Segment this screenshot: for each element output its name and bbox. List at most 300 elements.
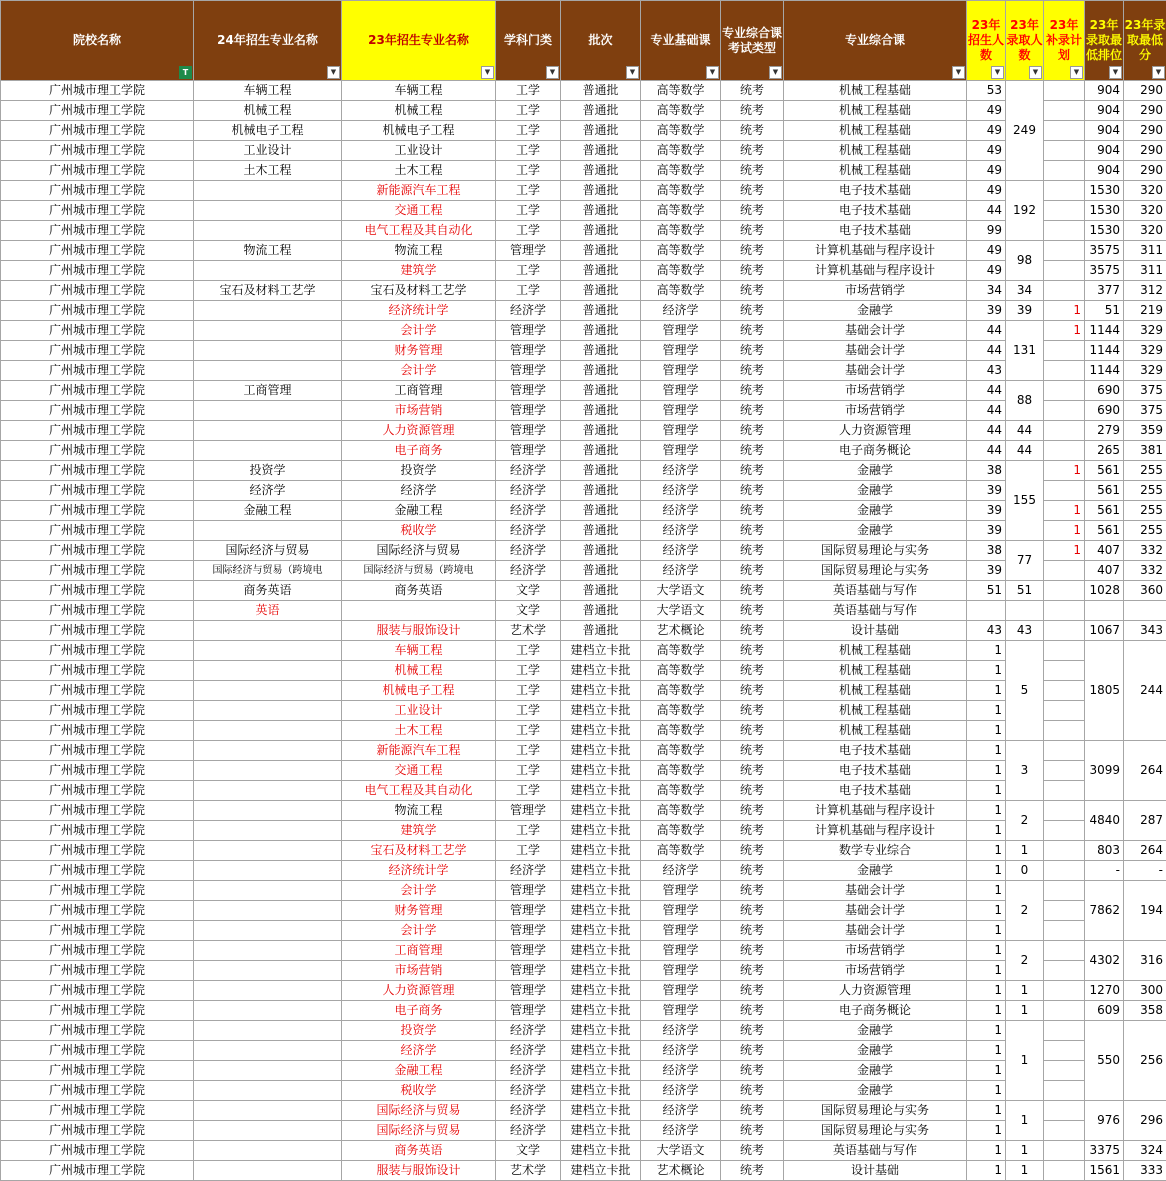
cell-plan[interactable]: 1 <box>967 781 1006 801</box>
cell-plan[interactable]: 44 <box>967 441 1006 461</box>
cell-comp-course[interactable]: 电子技术基础 <box>784 221 967 241</box>
cell-min-rank[interactable]: 690 <box>1085 401 1124 421</box>
cell-batch[interactable]: 建档立卡批 <box>561 701 641 721</box>
cell-plan[interactable]: 38 <box>967 541 1006 561</box>
cell-base-course[interactable]: 大学语文 <box>641 581 721 601</box>
cell-min-rank[interactable]: 904 <box>1085 121 1124 141</box>
cell-discipline[interactable]: 工学 <box>496 201 561 221</box>
cell-comp-course[interactable]: 市场营销学 <box>784 281 967 301</box>
cell-major-23[interactable]: 新能源汽车工程 <box>342 181 496 201</box>
cell-supplement[interactable] <box>1044 841 1085 861</box>
cell-base-course[interactable]: 高等数学 <box>641 241 721 261</box>
cell-major-23[interactable]: 建筑学 <box>342 821 496 841</box>
cell-exam-type[interactable]: 统考 <box>721 1041 784 1061</box>
cell-plan[interactable]: 44 <box>967 201 1006 221</box>
cell-discipline[interactable]: 管理学 <box>496 941 561 961</box>
cell-exam-type[interactable]: 统考 <box>721 881 784 901</box>
cell-major-24[interactable] <box>194 681 342 701</box>
cell-base-course[interactable]: 经济学 <box>641 1121 721 1141</box>
cell-exam-type[interactable]: 统考 <box>721 321 784 341</box>
cell-admitted[interactable]: 0 <box>1006 861 1044 881</box>
cell-base-course[interactable]: 大学语文 <box>641 601 721 621</box>
cell-discipline[interactable]: 文学 <box>496 601 561 621</box>
cell-exam-type[interactable]: 统考 <box>721 1121 784 1141</box>
cell-exam-type[interactable]: 统考 <box>721 1141 784 1161</box>
cell-plan[interactable]: 39 <box>967 501 1006 521</box>
cell-min-score[interactable]: 332 <box>1124 541 1166 561</box>
cell-school[interactable]: 广州城市理工学院 <box>1 1001 194 1021</box>
cell-base-course[interactable]: 经济学 <box>641 301 721 321</box>
cell-major-24[interactable]: 机械工程 <box>194 101 342 121</box>
cell-comp-course[interactable]: 金融学 <box>784 481 967 501</box>
cell-base-course[interactable]: 大学语文 <box>641 1141 721 1161</box>
cell-major-23[interactable]: 交通工程 <box>342 201 496 221</box>
cell-min-rank[interactable]: 904 <box>1085 141 1124 161</box>
cell-min-score[interactable] <box>1124 601 1166 621</box>
cell-comp-course[interactable]: 人力资源管理 <box>784 981 967 1001</box>
cell-base-course[interactable]: 经济学 <box>641 1041 721 1061</box>
cell-discipline[interactable]: 工学 <box>496 101 561 121</box>
cell-plan[interactable]: 1 <box>967 861 1006 881</box>
cell-exam-type[interactable]: 统考 <box>721 241 784 261</box>
cell-major-24[interactable] <box>194 341 342 361</box>
cell-exam-type[interactable]: 统考 <box>721 521 784 541</box>
cell-base-course[interactable]: 管理学 <box>641 981 721 1001</box>
cell-min-score[interactable]: 359 <box>1124 421 1166 441</box>
cell-major-23[interactable]: 建筑学 <box>342 261 496 281</box>
cell-school[interactable]: 广州城市理工学院 <box>1 681 194 701</box>
cell-batch[interactable]: 普通批 <box>561 361 641 381</box>
cell-comp-course[interactable]: 基础会计学 <box>784 921 967 941</box>
cell-school[interactable]: 广州城市理工学院 <box>1 541 194 561</box>
cell-min-score[interactable]: 244 <box>1124 641 1166 741</box>
cell-min-rank[interactable]: 3575 <box>1085 261 1124 281</box>
cell-major-24[interactable] <box>194 641 342 661</box>
cell-exam-type[interactable]: 统考 <box>721 1081 784 1101</box>
cell-discipline[interactable]: 管理学 <box>496 961 561 981</box>
cell-plan[interactable]: 1 <box>967 1081 1006 1101</box>
cell-supplement[interactable] <box>1044 601 1085 621</box>
cell-plan[interactable]: 1 <box>967 961 1006 981</box>
cell-plan[interactable]: 1 <box>967 641 1006 661</box>
cell-admitted[interactable]: 131 <box>1006 321 1044 381</box>
cell-exam-type[interactable]: 统考 <box>721 621 784 641</box>
cell-major-24[interactable] <box>194 881 342 901</box>
cell-comp-course[interactable]: 设计基础 <box>784 1161 967 1181</box>
cell-discipline[interactable]: 管理学 <box>496 401 561 421</box>
cell-exam-type[interactable]: 统考 <box>721 941 784 961</box>
cell-min-rank[interactable]: 1028 <box>1085 581 1124 601</box>
cell-comp-course[interactable]: 市场营销学 <box>784 961 967 981</box>
cell-discipline[interactable]: 经济学 <box>496 861 561 881</box>
cell-school[interactable]: 广州城市理工学院 <box>1 161 194 181</box>
cell-major-24[interactable] <box>194 961 342 981</box>
cell-exam-type[interactable]: 统考 <box>721 701 784 721</box>
cell-discipline[interactable]: 经济学 <box>496 461 561 481</box>
cell-major-24[interactable]: 土木工程 <box>194 161 342 181</box>
cell-batch[interactable]: 建档立卡批 <box>561 921 641 941</box>
cell-major-24[interactable] <box>194 701 342 721</box>
cell-exam-type[interactable]: 统考 <box>721 141 784 161</box>
cell-exam-type[interactable]: 统考 <box>721 421 784 441</box>
cell-major-24[interactable] <box>194 261 342 281</box>
cell-major-23[interactable]: 人力资源管理 <box>342 981 496 1001</box>
cell-major-24[interactable] <box>194 981 342 1001</box>
cell-school[interactable]: 广州城市理工学院 <box>1 221 194 241</box>
cell-plan[interactable]: 43 <box>967 361 1006 381</box>
cell-plan[interactable]: 53 <box>967 81 1006 101</box>
cell-plan[interactable]: 1 <box>967 681 1006 701</box>
cell-major-24[interactable] <box>194 361 342 381</box>
cell-major-24[interactable] <box>194 721 342 741</box>
cell-discipline[interactable]: 艺术学 <box>496 621 561 641</box>
cell-plan[interactable]: 38 <box>967 461 1006 481</box>
cell-discipline[interactable]: 经济学 <box>496 1101 561 1121</box>
cell-admitted[interactable]: 51 <box>1006 581 1044 601</box>
cell-plan[interactable]: 49 <box>967 101 1006 121</box>
cell-major-23[interactable]: 服装与服饰设计 <box>342 621 496 641</box>
cell-discipline[interactable]: 管理学 <box>496 361 561 381</box>
cell-supplement[interactable] <box>1044 201 1085 221</box>
cell-comp-course[interactable]: 金融学 <box>784 1081 967 1101</box>
cell-major-24[interactable]: 国际经济与贸易（跨境电 <box>194 561 342 581</box>
cell-major-23[interactable]: 工商管理 <box>342 941 496 961</box>
cell-major-24[interactable] <box>194 401 342 421</box>
cell-base-course[interactable]: 高等数学 <box>641 781 721 801</box>
cell-discipline[interactable]: 管理学 <box>496 321 561 341</box>
cell-exam-type[interactable]: 统考 <box>721 661 784 681</box>
cell-plan[interactable]: 1 <box>967 921 1006 941</box>
cell-major-23[interactable]: 电气工程及其自动化 <box>342 221 496 241</box>
cell-base-course[interactable]: 高等数学 <box>641 201 721 221</box>
cell-major-23[interactable]: 土木工程 <box>342 161 496 181</box>
cell-major-24[interactable]: 宝石及材料工艺学 <box>194 281 342 301</box>
cell-base-course[interactable]: 管理学 <box>641 961 721 981</box>
cell-major-24[interactable] <box>194 841 342 861</box>
cell-base-course[interactable]: 经济学 <box>641 1021 721 1041</box>
cell-plan[interactable]: 39 <box>967 521 1006 541</box>
cell-batch[interactable]: 普通批 <box>561 561 641 581</box>
cell-comp-course[interactable]: 英语基础与写作 <box>784 1141 967 1161</box>
cell-major-23[interactable]: 新能源汽车工程 <box>342 741 496 761</box>
cell-comp-course[interactable]: 英语基础与写作 <box>784 581 967 601</box>
cell-major-24[interactable] <box>194 221 342 241</box>
cell-admitted[interactable]: 192 <box>1006 181 1044 241</box>
cell-supplement[interactable] <box>1044 401 1085 421</box>
cell-discipline[interactable]: 经济学 <box>496 541 561 561</box>
cell-batch[interactable]: 普通批 <box>561 181 641 201</box>
cell-base-course[interactable]: 高等数学 <box>641 181 721 201</box>
cell-exam-type[interactable]: 统考 <box>721 301 784 321</box>
cell-supplement[interactable] <box>1044 981 1085 1001</box>
cell-supplement[interactable] <box>1044 1141 1085 1161</box>
cell-plan[interactable]: 1 <box>967 1101 1006 1121</box>
cell-batch[interactable]: 普通批 <box>561 461 641 481</box>
cell-base-course[interactable]: 管理学 <box>641 901 721 921</box>
cell-min-score[interactable]: 255 <box>1124 481 1166 501</box>
cell-school[interactable]: 广州城市理工学院 <box>1 961 194 981</box>
cell-school[interactable]: 广州城市理工学院 <box>1 601 194 621</box>
cell-discipline[interactable]: 经济学 <box>496 521 561 541</box>
cell-batch[interactable]: 建档立卡批 <box>561 941 641 961</box>
cell-plan[interactable] <box>967 601 1006 621</box>
cell-major-23[interactable]: 电子商务 <box>342 1001 496 1021</box>
cell-major-23[interactable]: 会计学 <box>342 881 496 901</box>
cell-supplement[interactable] <box>1044 221 1085 241</box>
cell-batch[interactable]: 建档立卡批 <box>561 1061 641 1081</box>
cell-comp-course[interactable]: 金融学 <box>784 1021 967 1041</box>
cell-base-course[interactable]: 管理学 <box>641 421 721 441</box>
cell-major-23[interactable]: 机械工程 <box>342 101 496 121</box>
cell-supplement[interactable] <box>1044 561 1085 581</box>
cell-min-score[interactable]: 290 <box>1124 121 1166 141</box>
cell-comp-course[interactable]: 基础会计学 <box>784 341 967 361</box>
cell-discipline[interactable]: 经济学 <box>496 561 561 581</box>
cell-batch[interactable]: 普通批 <box>561 601 641 621</box>
cell-batch[interactable]: 普通批 <box>561 421 641 441</box>
cell-discipline[interactable]: 经济学 <box>496 481 561 501</box>
cell-major-23[interactable]: 服装与服饰设计 <box>342 1161 496 1181</box>
cell-plan[interactable]: 1 <box>967 1041 1006 1061</box>
cell-discipline[interactable]: 工学 <box>496 721 561 741</box>
cell-school[interactable]: 广州城市理工学院 <box>1 361 194 381</box>
cell-min-rank[interactable]: 550 <box>1085 1021 1124 1101</box>
cell-min-score[interactable]: 324 <box>1124 1141 1166 1161</box>
cell-major-23[interactable]: 宝石及材料工艺学 <box>342 841 496 861</box>
cell-major-23[interactable]: 投资学 <box>342 461 496 481</box>
cell-exam-type[interactable]: 统考 <box>721 681 784 701</box>
cell-major-23[interactable]: 税收学 <box>342 1081 496 1101</box>
cell-min-score[interactable]: 375 <box>1124 401 1166 421</box>
cell-admitted[interactable]: 34 <box>1006 281 1044 301</box>
cell-comp-course[interactable]: 金融学 <box>784 1061 967 1081</box>
cell-exam-type[interactable]: 统考 <box>721 1061 784 1081</box>
cell-school[interactable]: 广州城市理工学院 <box>1 121 194 141</box>
cell-min-score[interactable]: 194 <box>1124 881 1166 941</box>
cell-major-24[interactable] <box>194 741 342 761</box>
cell-supplement[interactable] <box>1044 881 1085 901</box>
cell-plan[interactable]: 1 <box>967 1161 1006 1181</box>
cell-batch[interactable]: 建档立卡批 <box>561 801 641 821</box>
cell-discipline[interactable]: 经济学 <box>496 1061 561 1081</box>
cell-base-course[interactable]: 高等数学 <box>641 101 721 121</box>
cell-plan[interactable]: 44 <box>967 381 1006 401</box>
cell-major-23[interactable]: 商务英语 <box>342 581 496 601</box>
filter-dropdown-icon[interactable]: ▼ <box>546 66 559 79</box>
cell-admitted[interactable]: 88 <box>1006 381 1044 421</box>
cell-base-course[interactable]: 高等数学 <box>641 721 721 741</box>
cell-school[interactable]: 广州城市理工学院 <box>1 1161 194 1181</box>
cell-base-course[interactable]: 艺术概论 <box>641 1161 721 1181</box>
cell-school[interactable]: 广州城市理工学院 <box>1 821 194 841</box>
cell-major-23[interactable]: 宝石及材料工艺学 <box>342 281 496 301</box>
cell-major-23[interactable]: 金融工程 <box>342 1061 496 1081</box>
cell-major-24[interactable]: 机械电子工程 <box>194 121 342 141</box>
cell-batch[interactable]: 普通批 <box>561 441 641 461</box>
cell-school[interactable]: 广州城市理工学院 <box>1 401 194 421</box>
cell-supplement[interactable] <box>1044 1021 1085 1041</box>
filter-dropdown-icon[interactable]: ▼ <box>481 66 494 79</box>
cell-min-score[interactable]: 264 <box>1124 741 1166 801</box>
cell-exam-type[interactable]: 统考 <box>721 741 784 761</box>
cell-supplement[interactable] <box>1044 1061 1085 1081</box>
cell-base-course[interactable]: 管理学 <box>641 341 721 361</box>
cell-exam-type[interactable]: 统考 <box>721 461 784 481</box>
cell-min-score[interactable]: 290 <box>1124 141 1166 161</box>
cell-batch[interactable]: 普通批 <box>561 321 641 341</box>
cell-min-score[interactable]: 358 <box>1124 1001 1166 1021</box>
cell-school[interactable]: 广州城市理工学院 <box>1 1081 194 1101</box>
cell-major-24[interactable]: 英语 <box>194 601 342 621</box>
cell-school[interactable]: 广州城市理工学院 <box>1 1141 194 1161</box>
cell-admitted[interactable]: 77 <box>1006 541 1044 581</box>
cell-supplement[interactable] <box>1044 1081 1085 1101</box>
cell-base-course[interactable]: 高等数学 <box>641 161 721 181</box>
cell-major-24[interactable] <box>194 761 342 781</box>
cell-comp-course[interactable]: 机械工程基础 <box>784 121 967 141</box>
cell-base-course[interactable]: 高等数学 <box>641 261 721 281</box>
cell-min-score[interactable]: 264 <box>1124 841 1166 861</box>
cell-discipline[interactable]: 工学 <box>496 841 561 861</box>
cell-supplement[interactable] <box>1044 161 1085 181</box>
cell-comp-course[interactable]: 金融学 <box>784 301 967 321</box>
cell-major-24[interactable] <box>194 1001 342 1021</box>
cell-batch[interactable]: 建档立卡批 <box>561 901 641 921</box>
cell-major-23[interactable]: 商务英语 <box>342 1141 496 1161</box>
cell-comp-course[interactable]: 英语基础与写作 <box>784 601 967 621</box>
cell-major-23[interactable]: 机械电子工程 <box>342 121 496 141</box>
cell-base-course[interactable]: 高等数学 <box>641 121 721 141</box>
cell-plan[interactable]: 1 <box>967 1021 1006 1041</box>
cell-discipline[interactable]: 工学 <box>496 181 561 201</box>
cell-exam-type[interactable]: 统考 <box>721 101 784 121</box>
cell-min-score[interactable]: 329 <box>1124 321 1166 341</box>
cell-plan[interactable]: 1 <box>967 1141 1006 1161</box>
cell-comp-course[interactable]: 国际贸易理论与实务 <box>784 541 967 561</box>
cell-major-24[interactable]: 经济学 <box>194 481 342 501</box>
cell-discipline[interactable]: 经济学 <box>496 301 561 321</box>
cell-exam-type[interactable]: 统考 <box>721 861 784 881</box>
cell-plan[interactable]: 49 <box>967 241 1006 261</box>
cell-supplement[interactable] <box>1044 681 1085 701</box>
cell-discipline[interactable]: 工学 <box>496 661 561 681</box>
cell-major-24[interactable] <box>194 1041 342 1061</box>
cell-discipline[interactable]: 经济学 <box>496 501 561 521</box>
cell-supplement[interactable] <box>1044 241 1085 261</box>
cell-school[interactable]: 广州城市理工学院 <box>1 101 194 121</box>
cell-comp-course[interactable]: 机械工程基础 <box>784 161 967 181</box>
cell-exam-type[interactable]: 统考 <box>721 641 784 661</box>
cell-batch[interactable]: 建档立卡批 <box>561 641 641 661</box>
cell-comp-course[interactable]: 国际贸易理论与实务 <box>784 561 967 581</box>
cell-batch[interactable]: 建档立卡批 <box>561 681 641 701</box>
cell-plan[interactable]: 1 <box>967 901 1006 921</box>
cell-major-23[interactable]: 机械电子工程 <box>342 681 496 701</box>
cell-supplement[interactable]: 1 <box>1044 501 1085 521</box>
filter-dropdown-icon[interactable]: ▼ <box>1070 66 1083 79</box>
cell-supplement[interactable] <box>1044 261 1085 281</box>
cell-school[interactable]: 广州城市理工学院 <box>1 901 194 921</box>
cell-plan[interactable]: 1 <box>967 741 1006 761</box>
cell-supplement[interactable] <box>1044 821 1085 841</box>
cell-school[interactable]: 广州城市理工学院 <box>1 241 194 261</box>
cell-exam-type[interactable]: 统考 <box>721 581 784 601</box>
cell-discipline[interactable]: 经济学 <box>496 1121 561 1141</box>
cell-base-course[interactable]: 管理学 <box>641 921 721 941</box>
cell-min-score[interactable]: 320 <box>1124 181 1166 201</box>
cell-min-rank[interactable]: 407 <box>1085 561 1124 581</box>
cell-min-rank[interactable]: 1270 <box>1085 981 1124 1001</box>
cell-exam-type[interactable]: 统考 <box>721 261 784 281</box>
cell-major-23[interactable]: 会计学 <box>342 321 496 341</box>
cell-exam-type[interactable]: 统考 <box>721 121 784 141</box>
cell-comp-course[interactable]: 电子技术基础 <box>784 781 967 801</box>
cell-school[interactable]: 广州城市理工学院 <box>1 141 194 161</box>
cell-supplement[interactable] <box>1044 781 1085 801</box>
cell-min-rank[interactable]: 7862 <box>1085 881 1124 941</box>
cell-min-score[interactable]: 256 <box>1124 1021 1166 1101</box>
cell-comp-course[interactable]: 市场营销学 <box>784 941 967 961</box>
cell-major-24[interactable] <box>194 921 342 941</box>
cell-school[interactable]: 广州城市理工学院 <box>1 921 194 941</box>
cell-batch[interactable]: 建档立卡批 <box>561 961 641 981</box>
cell-batch[interactable]: 建档立卡批 <box>561 1121 641 1141</box>
filter-dropdown-icon[interactable]: ▼ <box>706 66 719 79</box>
cell-exam-type[interactable]: 统考 <box>721 841 784 861</box>
cell-supplement[interactable]: 1 <box>1044 541 1085 561</box>
cell-base-course[interactable]: 管理学 <box>641 441 721 461</box>
cell-admitted[interactable]: 2 <box>1006 801 1044 841</box>
cell-base-course[interactable]: 管理学 <box>641 401 721 421</box>
cell-discipline[interactable]: 管理学 <box>496 1001 561 1021</box>
cell-comp-course[interactable]: 电子技术基础 <box>784 741 967 761</box>
cell-batch[interactable]: 普通批 <box>561 121 641 141</box>
cell-batch[interactable]: 普通批 <box>561 341 641 361</box>
cell-base-course[interactable]: 高等数学 <box>641 641 721 661</box>
cell-min-score[interactable]: - <box>1124 861 1166 881</box>
cell-supplement[interactable] <box>1044 801 1085 821</box>
cell-comp-course[interactable]: 电子商务概论 <box>784 441 967 461</box>
cell-school[interactable]: 广州城市理工学院 <box>1 1101 194 1121</box>
filter-dropdown-icon[interactable]: ▼ <box>952 66 965 79</box>
cell-exam-type[interactable]: 统考 <box>721 81 784 101</box>
cell-exam-type[interactable]: 统考 <box>721 901 784 921</box>
cell-batch[interactable]: 建档立卡批 <box>561 1161 641 1181</box>
cell-batch[interactable]: 建档立卡批 <box>561 981 641 1001</box>
cell-min-rank[interactable]: - <box>1085 861 1124 881</box>
cell-major-24[interactable] <box>194 1061 342 1081</box>
cell-plan[interactable]: 1 <box>967 1121 1006 1141</box>
cell-school[interactable]: 广州城市理工学院 <box>1 1021 194 1041</box>
cell-plan[interactable]: 51 <box>967 581 1006 601</box>
cell-batch[interactable]: 普通批 <box>561 581 641 601</box>
cell-comp-course[interactable]: 基础会计学 <box>784 901 967 921</box>
cell-supplement[interactable] <box>1044 1101 1085 1121</box>
cell-base-course[interactable]: 高等数学 <box>641 741 721 761</box>
cell-min-score[interactable]: 255 <box>1124 501 1166 521</box>
cell-min-score[interactable]: 316 <box>1124 941 1166 981</box>
cell-plan[interactable]: 49 <box>967 181 1006 201</box>
cell-exam-type[interactable]: 统考 <box>721 181 784 201</box>
cell-comp-course[interactable]: 电子技术基础 <box>784 181 967 201</box>
cell-batch[interactable]: 普通批 <box>561 301 641 321</box>
cell-comp-course[interactable]: 基础会计学 <box>784 881 967 901</box>
cell-plan[interactable]: 43 <box>967 621 1006 641</box>
cell-school[interactable]: 广州城市理工学院 <box>1 721 194 741</box>
cell-discipline[interactable]: 经济学 <box>496 1021 561 1041</box>
cell-comp-course[interactable]: 计算机基础与程序设计 <box>784 801 967 821</box>
cell-min-rank[interactable]: 4840 <box>1085 801 1124 841</box>
